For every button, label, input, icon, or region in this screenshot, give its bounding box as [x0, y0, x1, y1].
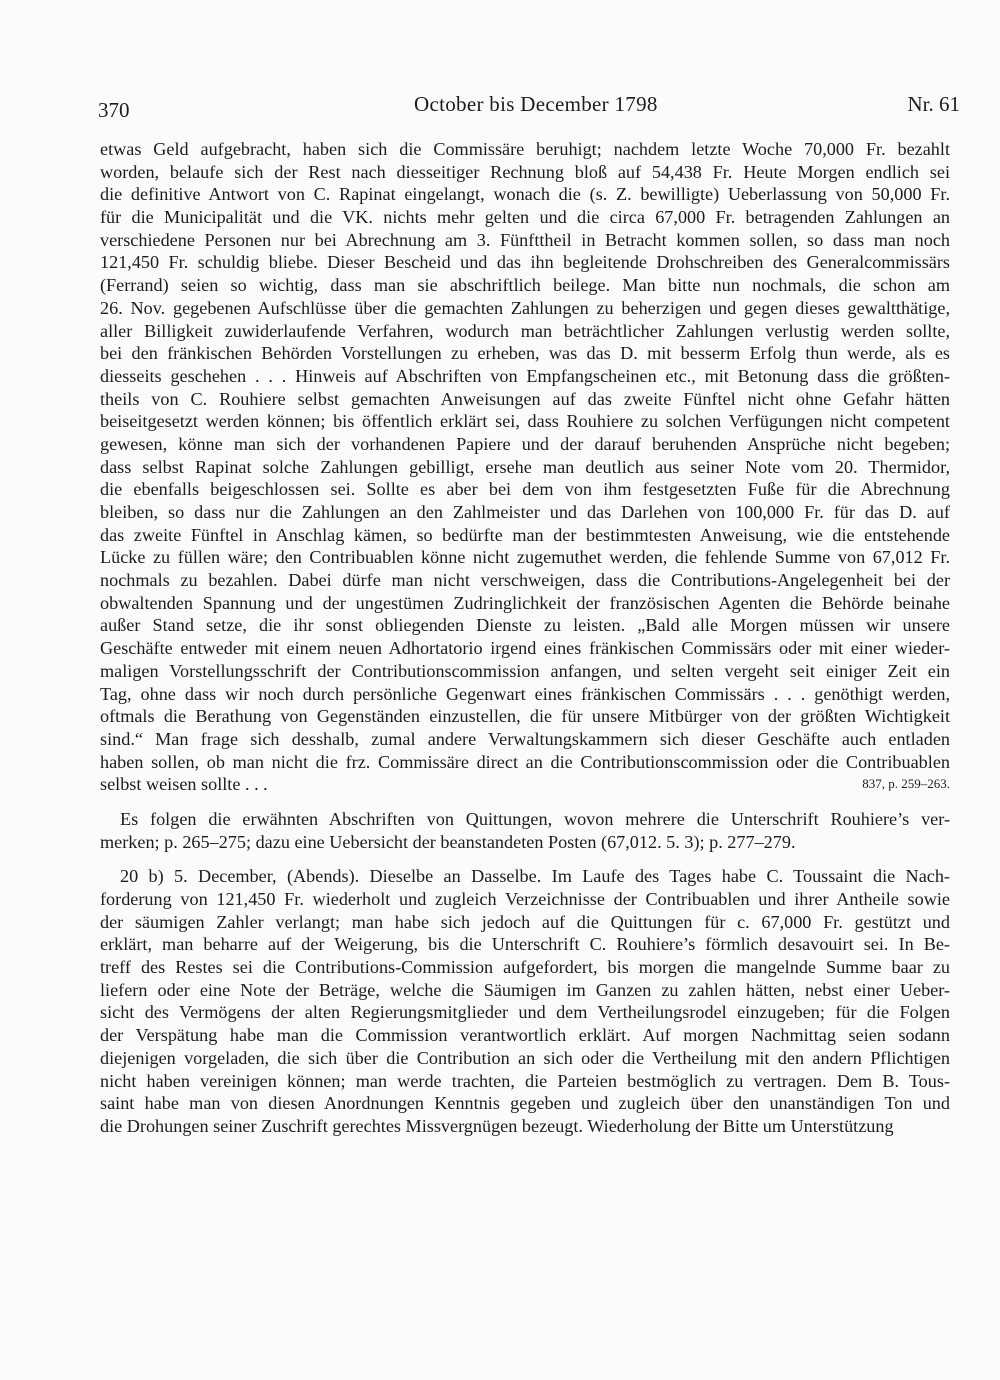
- text-line: maligen Vorstellungsschrift der Contributionscommission anfangen, und selten vergeht seit einiger Zeit ein: [100, 660, 950, 681]
- text-line: die definitive Antwort von C. Rapinat eingelangt, wonach die (s. Z. bewilligte) Ueberlassung von 50,000 Fr.: [100, 184, 950, 205]
- paragraph-3-last-line: die Drohungen seiner Zuschrift gerechtes Missvergnügen bezeugt. Wiederholung der Bitte um Unterstützung: [100, 1115, 894, 1136]
- text-line: das zweite Fünftel in Anschlag kämen, so bedürfte man der bestimmtesten Anweisung, wie die entstehende: [100, 524, 950, 545]
- paragraph-1-closing-text: selbst weisen sollte . . .: [100, 774, 268, 795]
- text-line: Es folgen die erwähnten Abschriften von Quittungen, wovon mehrere die Unterschrift Rouhiere’s ver-: [120, 808, 950, 829]
- text-line: oftmals die Berathung von Gegenständen einzustellen, die für unsere Mitbürger von der größten Wichtigkeit: [100, 706, 950, 727]
- text-line: erklärt, man beharre auf der Weigerung, bis die Unterschrift C. Rouhiere’s förmlich desavouirt sei. In Be-: [100, 934, 950, 955]
- paragraph-2-last-line: merken; p. 265–275; dazu eine Uebersicht der beanstandeten Posten (67,012. 5. 3); p. 277–279.: [100, 831, 796, 852]
- document-number: Nr. 61: [907, 92, 960, 116]
- text-line: diesseits geschehen . . . Hinweis auf Abschriften von Empfangscheinen etc., mit Betonung dass die größten-: [100, 365, 950, 386]
- text-line: dass selbst Rapinat solche Zahlungen gebilligt, ersehe man deutlich aus seiner Note vom 20. Thermidor,: [100, 456, 950, 477]
- text-line: bei den fränkischen Behörden Vorstellungen zu erheben, was das D. mit besserm Erfolg thun werde, als es: [100, 343, 950, 364]
- text-line: verschiedene Personen nur bei Abrechnung am 3. Fünfttheil in Betracht kommen sollen, so dass man noch: [100, 229, 950, 250]
- text-line: sind.“ Man frage sich desshalb, zumal andere Verwaltungskammern sich dieser Geschäfte auch entladen: [100, 728, 950, 749]
- text-line: forderung von 121,450 Fr. wiederholt und zugleich Verzeichnisse der Contribuablen und ihrer Antheile sowie: [100, 889, 950, 909]
- text-line: worden, belaufe sich der Rest nach diesseitiger Rechnung bloß auf 54,438 Fr. Heute Morgen endlich sei: [100, 161, 950, 182]
- text-line: (Ferrand) seien so wichtig, dass man sie abschriftlich beilege. Man bitte nun nochmals, die schon am: [100, 275, 950, 296]
- text-line: liefern oder eine Note der Beträge, welche die Säumigen im Ganzen zu zahlen hätten, nebst einer Ueber-: [100, 979, 950, 1000]
- paragraph-1-last-line: [100, 773, 950, 796]
- body-text: [100, 138, 950, 1138]
- page-number: 370: [98, 98, 130, 122]
- text-line: obwaltenden Spannung und der ungestümen Zudringlichkeit der französischen Agenten die Behörde beinahe: [100, 592, 950, 613]
- text-line: 121,450 Fr. schuldig bliebe. Dieser Bescheid und das ihn begleitende Drohschreiben des Generalcommissärs: [100, 252, 950, 273]
- text-line: bleiben, so dass nur die Zahlungen an den Zahlmeister und das Darlehen von 100,000 Fr. für das D. auf: [100, 502, 950, 522]
- text-line: der säumigen Zahler verlangt; man habe sich jedoch auf die Quittungen für c. 67,000 Fr. gestützt und: [100, 911, 950, 932]
- text-line: beiseitgesetzt werden können; bis öffentlich erklärt sei, dass Rouhiere zu solchen Verfügungen nicht competent: [100, 411, 950, 432]
- text-line: Tag, ohne dass wir noch durch persönliche Gegenwart eines fränkischen Commissärs . . . genöthigt werden,: [100, 683, 950, 704]
- text-line: nicht haben vereinigen können; man werde trachten, die Parteien bestmöglich zu vertragen. Dem B. Tous-: [100, 1070, 950, 1091]
- text-line: 26. Nov. gegebenen Aufschlüsse über die gemachten Zahlungen zu beherzigen und gegen dieses gewaltthätige,: [100, 297, 950, 318]
- text-line: haben sollen, ob man nicht die frz. Commissäre direct an die Contributionscommission oder die Contribuablen: [100, 751, 950, 772]
- text-line: etwas Geld aufgebracht, haben sich die Commissäre beruhigt; nachdem letzte Woche 70,000 Fr. bezahlt: [100, 139, 950, 159]
- page-header: [98, 92, 960, 122]
- text-line: sicht des Vermögens der alten Regierungsmitglieder und dem Vertheilungsrodel einzugeben; für die Folgen: [100, 1002, 950, 1023]
- text-line: theils von C. Rouhiere selbst gemachten Anweisungen auf das zweite Fünftel nicht ohne Gefahr hätten: [100, 388, 950, 409]
- text-line: 20 b) 5. December, (Abends). Dieselbe an Dasselbe. Im Laufe des Tages habe C. Toussaint die Nach-: [120, 866, 950, 887]
- text-line: für die Municipalität und die VK. nichts mehr gelten und die circa 67,000 Fr. betragenden Zahlungen an: [100, 207, 950, 228]
- text-line: gewesen, könne man sich der vorhandenen Papiere und der darauf beruhenden Ansprüche nicht begeben;: [100, 433, 950, 454]
- text-line: treff des Restes sei die Contributions-Commission aufgefordert, bis morgen die mangelnde Summe baar zu: [100, 957, 950, 978]
- text-line: Geschäfte entweder mit einem neuen Adhortatorio irgend eines fränkischen Commissärs oder mit einer wieder-: [100, 638, 950, 659]
- text-line: diejenigen vorgeladen, die sich über die Contribution an sich oder die Vertheilung mit den andern Pflichtigen: [100, 1047, 950, 1068]
- running-title: October bis December 1798: [414, 92, 658, 116]
- text-line: außer Stand setze, die ihr sonst obliegenden Dienste zu leisten. „Bald alle Morgen müssen wir unsere: [100, 615, 950, 636]
- paragraph-2: [100, 808, 950, 831]
- text-line: saint habe man von diesen Anordnungen Kenntnis gegeben und zugleich über den unanständigen Ton und: [100, 1093, 950, 1114]
- text-line: nochmals zu bezahlen. Dabei dürfe man nicht verschweigen, dass die Contributions-Angelegenheit bei der: [100, 570, 950, 591]
- paragraph-3: [100, 865, 950, 1115]
- text-line: aller Billigkeit zuwiderlaufende Verfahren, wodurch man beträchtlicher Zahlungen verlustig werden sollte,: [100, 320, 950, 341]
- text-line: der Verspätung habe man die Commission verantwortlich erklärt. Auf morgen Nachmittag seien sodann: [100, 1025, 950, 1046]
- text-line: die ebenfalls beigeschlossen sei. Sollte es aber bei dem von ihm festgesetzten Fuße für die Abrechnung: [100, 479, 950, 500]
- source-reference: 837, p. 259–263.: [862, 776, 950, 792]
- text-line: Lücke zu füllen wäre; den Contribuablen könne nicht zugemuthet werden, die fehlende Summe von 67,012 Fr.: [100, 547, 950, 568]
- paragraph-1: [100, 138, 950, 773]
